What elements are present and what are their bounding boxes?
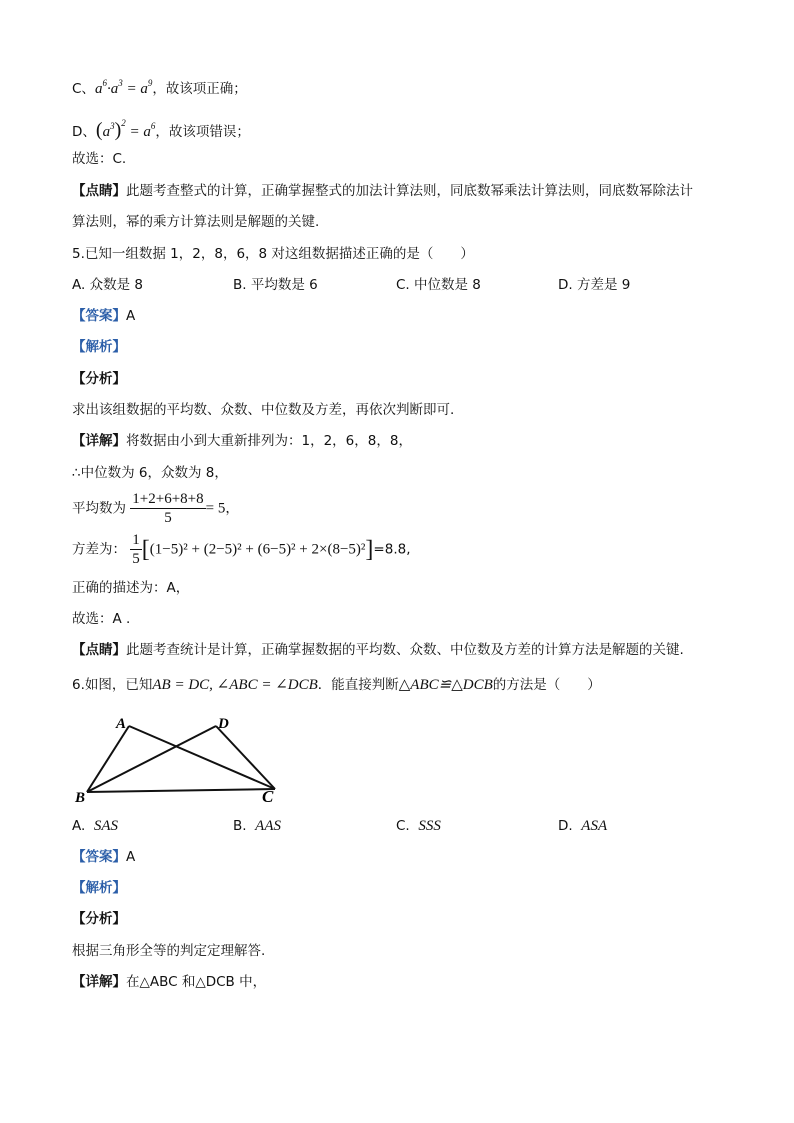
line-c	[72, 74, 247, 98]
q5-therefore: ∴中位数为 6，众数为 8，	[72, 465, 228, 481]
mean-end: ，	[225, 500, 239, 517]
q5-variance: 方差为： $\frac{1}{5}$ [(1−5)² + (2−5)² + (6−5)² + 2×(8−5)²]=8.8,	[72, 532, 411, 567]
q6-stem-suffix: 的方法是（ ）	[492, 677, 601, 693]
q6-stem-prefix: 6.如图，已知	[72, 677, 153, 693]
label-b: B	[75, 790, 86, 806]
note-text-2: 算法则，幂的乘方计算法则是解题的关键.	[72, 214, 320, 230]
q6-stem	[72, 676, 601, 694]
segment-dc	[216, 726, 275, 789]
d-math: $(a^3)^2 = a^6$	[95, 118, 156, 141]
answer-value: A	[126, 308, 136, 324]
answer-tag: 【答案】	[72, 849, 126, 865]
q6-option-c: C. SSS	[396, 818, 441, 834]
q5-correct: 正确的描述为：A，	[72, 580, 190, 596]
q6-analysis-tag: 【解析】	[72, 880, 126, 896]
var-label: 方差为：	[72, 541, 126, 558]
c-prefix: C、	[72, 81, 95, 97]
q5-option-b: B. 平均数是 6	[233, 277, 318, 293]
q5-answer	[72, 307, 135, 325]
note-tag: 【点睛】	[72, 642, 126, 658]
answer-value: A	[126, 849, 136, 865]
q5-analysis-tag: 【解析】	[72, 339, 126, 355]
detail-text: 在△ABC 和△DCB 中，	[126, 974, 267, 990]
q5-detail	[72, 432, 412, 450]
q5-option-d: D. 方差是 9	[558, 277, 631, 293]
note-1	[72, 182, 693, 200]
mean-numerator: 1+2+6+8+8	[132, 491, 204, 507]
q5-fenxi-tag: 【分析】	[72, 371, 126, 387]
q5-option-c: C. 中位数是 8	[396, 277, 481, 293]
triangle-figure	[72, 712, 282, 807]
detail-text: 将数据由小到大重新排列为：1，2，6，8，8，	[126, 433, 412, 449]
var-coef	[130, 531, 142, 568]
mean-label: 平均数为	[72, 500, 126, 517]
var-expr: (1−5)² + (2−5)² + (6−5)² + 2×(8−5)²	[149, 541, 366, 558]
q5-option-a: A. 众数是 8	[72, 277, 143, 293]
q6-option-a: A. SAS	[72, 818, 119, 834]
c-math: $a^6\cdot a^3 = a^9$	[94, 78, 153, 97]
q6-fenxi: 根据三角形全等的判定定理解答.	[72, 943, 266, 959]
label-a: A	[116, 716, 127, 732]
note-tag: 【点睛】	[72, 183, 126, 199]
segment-ac	[129, 726, 275, 789]
q6-stem-mid: ．能直接判断	[317, 677, 399, 693]
detail-tag: 【详解】	[72, 433, 126, 449]
d-prefix: D、	[72, 124, 96, 140]
q5-mean	[72, 490, 239, 527]
q6-option-d: D. ASA	[558, 818, 608, 834]
var-coef-den: 5	[132, 551, 140, 567]
detail-tag: 【详解】	[72, 974, 126, 990]
mean-fraction	[130, 490, 205, 527]
q5-fenxi: 求出该组数据的平均数、众数、中位数及方差，再依次判断即可.	[72, 402, 455, 418]
q6-fenxi-tag: 【分析】	[72, 911, 126, 927]
answer-tag: 【答案】	[72, 308, 126, 324]
q5-note	[72, 641, 684, 659]
var-result: =8.8,	[373, 541, 411, 558]
note-text-1: 此题考查整式的计算，正确掌握整式的加法计算法则，同底数幂乘法计算法则，同底数幂除法计	[126, 183, 693, 199]
var-coef-num: 1	[132, 532, 140, 548]
q6-answer	[72, 848, 135, 866]
line-d	[72, 114, 250, 141]
mean-denominator: 5	[164, 510, 172, 526]
mean-result: = 5	[205, 500, 226, 517]
choose-c: 故选：C.	[72, 151, 127, 167]
q6-stem-math2: △ABC≌△DCB	[398, 677, 493, 693]
segment-bc	[87, 789, 275, 792]
q5-choose: 故选：A .	[72, 611, 131, 627]
q6-stem-math: AB = DC, ∠ABC = ∠DCB	[152, 677, 318, 693]
note-text: 此题考查统计是计算，正确掌握数据的平均数、众数、中位数及方差的计算方法是解题的关键.	[126, 642, 684, 658]
label-d: D	[218, 716, 229, 732]
q6-option-b: B. AAS	[233, 818, 281, 834]
d-suffix: ，故该项错误；	[155, 124, 250, 140]
q5-stem: 5.已知一组数据 1，2，8，6，8 对这组数据描述正确的是（ ）	[72, 246, 474, 262]
label-c: C	[262, 787, 274, 806]
c-suffix: ，故该项正确；	[152, 81, 247, 97]
q6-detail	[72, 973, 266, 991]
